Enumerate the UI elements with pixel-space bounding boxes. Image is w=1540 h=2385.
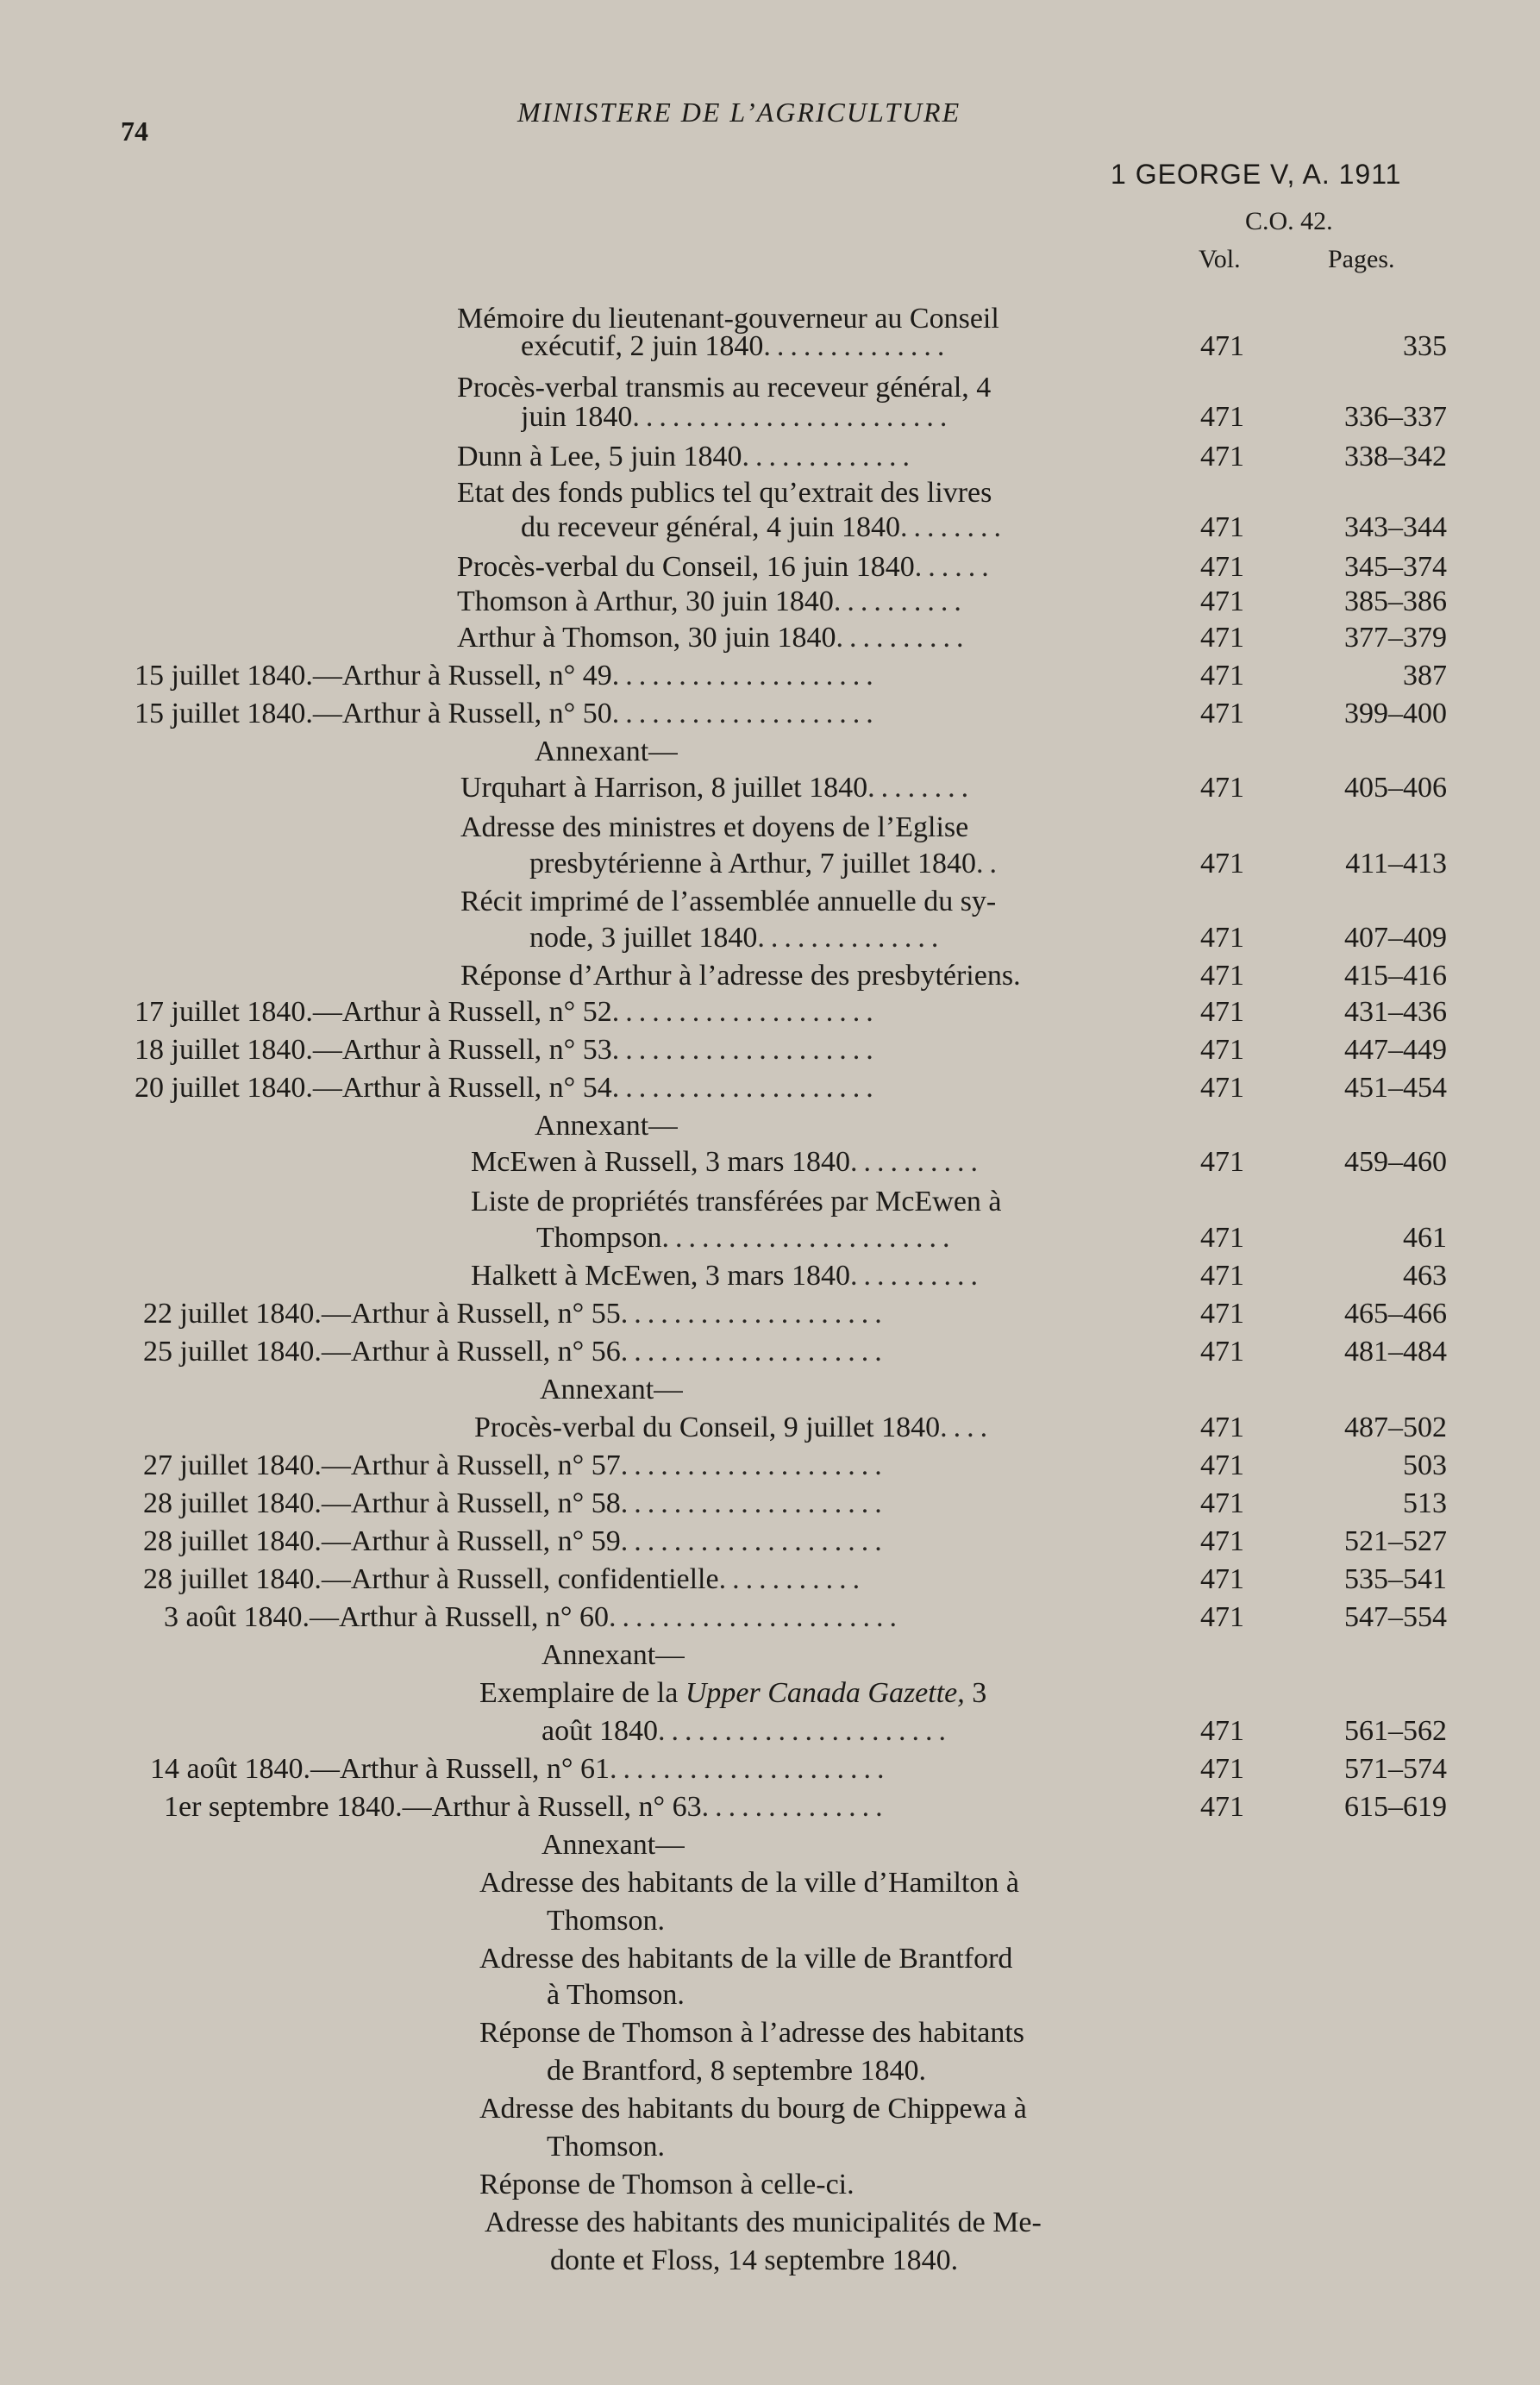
- entry-description: Thompson: [536, 1222, 662, 1254]
- page-range: 338–342: [1344, 441, 1447, 473]
- page-range: 513: [1403, 1487, 1447, 1519]
- entry-text: [521, 328, 950, 366]
- entry-text: [135, 1069, 880, 1107]
- dot-leader: ....................: [611, 1072, 880, 1104]
- dot-leader: ....................: [620, 1298, 888, 1330]
- volume-number: 471: [1200, 1563, 1244, 1595]
- page-range: 431–436: [1344, 996, 1447, 1028]
- entry-description: Thomson à Arthur, 30 juin 1840: [457, 585, 834, 617]
- volume-number: 471: [1200, 960, 1244, 992]
- entry-line: [0, 2052, 1540, 2090]
- entry-line: [0, 1712, 1540, 1750]
- entry-description: 25 juillet 1840.—Arthur à Russell, n° 56: [143, 1336, 621, 1368]
- dot-leader: ......................: [661, 1222, 956, 1254]
- entry-description: 14 août 1840.—Arthur à Russell, n° 61: [150, 1753, 610, 1785]
- entry-description: de Brantford, 8 septembre 1840.: [547, 2055, 926, 2087]
- entry-description: 3 août 1840.—Arthur à Russell, n° 60: [164, 1601, 609, 1633]
- entry-description: Procès-verbal du Conseil, 16 juin 1840: [457, 551, 915, 583]
- entry-description: Mémoire du lieutenant-gouverneur au Conseil: [457, 303, 999, 335]
- entry-description: Annexant—: [542, 1639, 685, 1671]
- entry-line: [0, 1940, 1540, 1978]
- dot-leader: ..: [975, 848, 1003, 880]
- dot-leader: ...........: [718, 1563, 867, 1595]
- dot-leader: ....................: [620, 1525, 888, 1557]
- dot-leader: ..........: [836, 622, 970, 654]
- entry-description: Thomson.: [547, 2131, 665, 2163]
- entry-description: du receveur général, 4 juin 1840: [521, 511, 900, 543]
- entry-description: Adresse des habitants du bourg de Chippewa à: [479, 2093, 1027, 2125]
- entry-text: [536, 1219, 955, 1257]
- entry-text: [479, 2166, 855, 2204]
- entry-description: Annexant—: [540, 1374, 684, 1405]
- page-range: 411–413: [1345, 848, 1447, 880]
- entry-description: Dunn à Lee, 5 juin 1840: [457, 441, 742, 473]
- entry-text: [457, 474, 992, 512]
- entry-text: [460, 957, 1021, 995]
- entry-text: [471, 1143, 984, 1181]
- entry-description: Récit imprimé de l’assemblée annuelle du sy-: [460, 886, 997, 917]
- entry-text: [547, 2052, 926, 2090]
- volume-number: 471: [1200, 1146, 1244, 1178]
- volume-number: 471: [1200, 922, 1244, 954]
- entry-line: [0, 1599, 1540, 1637]
- entry-text: [479, 1864, 1019, 1902]
- dot-leader: ....................: [611, 996, 880, 1028]
- entry-line: [0, 1183, 1540, 1221]
- page-range: 343–344: [1344, 511, 1447, 543]
- page-number: 74: [121, 116, 148, 147]
- page-range: 459–460: [1344, 1146, 1447, 1178]
- entry-description: Réponse de Thomson à l’adresse des habitants: [479, 2017, 1025, 2049]
- volume-number: 471: [1200, 585, 1244, 617]
- entry-line: [0, 1069, 1540, 1107]
- entry-text: [143, 1333, 888, 1371]
- entry-description: Arthur à Thomson, 30 juin 1840: [457, 622, 836, 654]
- dot-leader: ..........: [850, 1260, 984, 1292]
- volume-number: 471: [1200, 1298, 1244, 1330]
- entry-description: août 1840: [542, 1715, 659, 1747]
- entry-description: 28 juillet 1840.—Arthur à Russell, confidentielle: [143, 1563, 719, 1595]
- entry-line: [0, 1902, 1540, 1940]
- entry-line: [0, 509, 1540, 547]
- entry-line: [0, 1409, 1540, 1447]
- page-range: 345–374: [1344, 551, 1447, 583]
- entry-text: [542, 1637, 685, 1675]
- page-range: 461: [1403, 1222, 1447, 1254]
- dot-leader: ..............: [763, 330, 951, 362]
- entry-line: [0, 328, 1540, 366]
- volume-number: 471: [1200, 848, 1244, 880]
- volume-number: 471: [1200, 441, 1244, 473]
- page-range: 481–484: [1344, 1336, 1447, 1368]
- entry-line: [0, 1561, 1540, 1599]
- entry-line: [0, 957, 1540, 995]
- page-range: 503: [1403, 1449, 1447, 1481]
- dot-leader: ....................: [611, 660, 880, 692]
- entry-line: [0, 1447, 1540, 1485]
- dot-leader: ....................: [611, 698, 880, 729]
- entry-text: [135, 695, 880, 733]
- page-range: 387: [1403, 660, 1447, 692]
- entry-italic-title: Upper Canada Gazette,: [685, 1677, 965, 1709]
- volume-number: 471: [1200, 1449, 1244, 1481]
- entry-text: [143, 1485, 888, 1523]
- entry-text: [535, 733, 678, 771]
- entry-text: [143, 1523, 888, 1561]
- entry-text: [535, 1107, 678, 1145]
- entry-description: juin 1840: [521, 401, 633, 433]
- entry-description: node, 3 juillet 1840: [529, 922, 758, 954]
- entry-text: [479, 1675, 986, 1712]
- dot-leader: .............: [742, 441, 916, 473]
- series-label: C.O. 42.: [1245, 207, 1333, 235]
- entry-line: [0, 1637, 1540, 1675]
- entry-line: [0, 845, 1540, 883]
- entry-description: McEwen à Russell, 3 mars 1840: [471, 1146, 851, 1178]
- entry-text: [547, 2128, 665, 2166]
- entry-text: [457, 619, 969, 657]
- entry-text: [457, 548, 995, 586]
- dot-leader: ........................: [632, 401, 954, 433]
- page-range: 571–574: [1344, 1753, 1447, 1785]
- entry-text: [471, 1257, 984, 1295]
- dot-leader: ..............: [757, 922, 945, 954]
- volume-number: 471: [1200, 1260, 1244, 1292]
- entry-description: Annexant—: [542, 1829, 685, 1861]
- entry-text: [529, 845, 1003, 883]
- column-header-pages: Pages.: [1328, 245, 1395, 273]
- entry-line: [0, 2014, 1540, 2052]
- entry-description: Etat des fonds publics tel qu’extrait des livres: [457, 477, 992, 509]
- page-range: 535–541: [1344, 1563, 1447, 1595]
- entry-description: Exemplaire de la: [479, 1677, 685, 1709]
- dot-leader: ........: [867, 772, 975, 804]
- page-range: 451–454: [1344, 1072, 1447, 1104]
- entry-line: [0, 1031, 1540, 1069]
- page-range: 399–400: [1344, 698, 1447, 729]
- entry-description: 28 juillet 1840.—Arthur à Russell, n° 58: [143, 1487, 621, 1519]
- volume-number: 471: [1200, 622, 1244, 654]
- column-header-vol: Vol.: [1199, 245, 1241, 273]
- session-label: 1 GEORGE V, A. 1911: [1111, 159, 1402, 190]
- page-range: 385–386: [1344, 585, 1447, 617]
- page-range: 336–337: [1344, 401, 1447, 433]
- entry-description: Annexant—: [535, 736, 679, 767]
- dot-leader: ....................: [620, 1487, 888, 1519]
- entry-text: [164, 1788, 889, 1826]
- entry-text: [479, 1940, 1012, 1978]
- entry-text: [550, 2242, 958, 2280]
- entry-description: à Thomson.: [547, 1979, 685, 2011]
- entry-text: [143, 1561, 866, 1599]
- dot-leader: ..............: [701, 1791, 889, 1823]
- entry-line: [0, 1143, 1540, 1181]
- volume-number: 471: [1200, 511, 1244, 543]
- entry-description: 1er septembre 1840.—Arthur à Russell, n° 63: [164, 1791, 702, 1823]
- page-range: 405–406: [1344, 772, 1447, 804]
- entry-line: [0, 919, 1540, 957]
- entry-line: [0, 1750, 1540, 1788]
- dot-leader: ..........: [833, 585, 967, 617]
- entry-line: [0, 398, 1540, 436]
- dot-leader: ....................: [620, 1449, 888, 1481]
- entry-line: [0, 474, 1540, 512]
- entry-line: [0, 1295, 1540, 1333]
- entry-text: [143, 1447, 888, 1485]
- entry-text: [485, 2204, 1042, 2242]
- entry-line: [0, 1257, 1540, 1295]
- entry-line: [0, 2242, 1540, 2280]
- entry-description: Procès-verbal du Conseil, 9 juillet 1840: [474, 1412, 941, 1443]
- entry-line: [0, 1976, 1540, 2014]
- entry-text: [460, 769, 974, 807]
- entry-text: [479, 2090, 1027, 2128]
- entry-description: 28 juillet 1840.—Arthur à Russell, n° 59: [143, 1525, 621, 1557]
- entry-description: Adresse des habitants de la ville d’Hamilton à: [479, 1867, 1019, 1899]
- volume-number: 471: [1200, 1034, 1244, 1066]
- entry-line: [0, 583, 1540, 621]
- volume-number: 471: [1200, 1791, 1244, 1823]
- page-range: 463: [1403, 1260, 1447, 1292]
- volume-number: 471: [1200, 1715, 1244, 1747]
- entry-description-continued: 3: [964, 1677, 987, 1709]
- entry-line: [0, 438, 1540, 476]
- entry-text: [460, 809, 968, 847]
- entry-line: [0, 733, 1540, 771]
- dot-leader: ....: [940, 1412, 994, 1443]
- entry-text: [521, 398, 953, 436]
- dot-leader: ......: [914, 551, 995, 583]
- entry-description: Thomson.: [547, 1905, 665, 1937]
- entry-line: [0, 1371, 1540, 1409]
- page-range: 377–379: [1344, 622, 1447, 654]
- dot-leader: ..........: [850, 1146, 985, 1178]
- entry-line: [0, 2166, 1540, 2204]
- page-range: 407–409: [1344, 922, 1447, 954]
- page-range: 447–449: [1344, 1034, 1447, 1066]
- entry-line: [0, 809, 1540, 847]
- entry-text: [135, 993, 880, 1031]
- entry-text: [521, 509, 1007, 547]
- entry-text: [135, 657, 880, 695]
- entry-line: [0, 1864, 1540, 1902]
- entry-text: [547, 1902, 665, 1940]
- dot-leader: ......................: [609, 1601, 903, 1633]
- entry-text: [479, 2014, 1024, 2052]
- entry-description: 17 juillet 1840.—Arthur à Russell, n° 52: [135, 996, 612, 1028]
- entry-line: [0, 1107, 1540, 1145]
- volume-number: 471: [1200, 996, 1244, 1028]
- dot-leader: ......................: [658, 1715, 953, 1747]
- volume-number: 471: [1200, 1487, 1244, 1519]
- entry-description: Liste de propriétés transférées par McEwen à: [471, 1186, 1002, 1218]
- entry-description: Adresse des habitants de la ville de Brantford: [479, 1943, 1013, 1975]
- entry-line: [0, 2090, 1540, 2128]
- entry-line: [0, 1333, 1540, 1371]
- entry-description: presbytérienne à Arthur, 7 juillet 1840: [529, 848, 976, 880]
- entry-text: [547, 1976, 685, 2014]
- entry-description: Annexant—: [535, 1110, 679, 1142]
- entry-description: 20 juillet 1840.—Arthur à Russell, n° 54: [135, 1072, 612, 1104]
- entry-line: [0, 993, 1540, 1031]
- volume-number: 471: [1200, 1753, 1244, 1785]
- volume-number: 471: [1200, 660, 1244, 692]
- dot-leader: .....................: [610, 1753, 891, 1785]
- volume-number: 471: [1200, 698, 1244, 729]
- entry-line: [0, 1826, 1540, 1864]
- dot-leader: ....................: [611, 1034, 880, 1066]
- entry-description: Procès-verbal transmis au receveur général, 4: [457, 372, 992, 404]
- entry-description: 27 juillet 1840.—Arthur à Russell, n° 57: [143, 1449, 621, 1481]
- entry-text: [529, 919, 944, 957]
- entry-line: [0, 2128, 1540, 2166]
- dot-leader: ....................: [620, 1336, 888, 1368]
- entry-text: [471, 1183, 1002, 1221]
- volume-number: 471: [1200, 1525, 1244, 1557]
- entry-description: 15 juillet 1840.—Arthur à Russell, n° 50: [135, 698, 612, 729]
- dot-leader: ........: [899, 511, 1007, 543]
- entry-text: [164, 1599, 903, 1637]
- entry-line: [0, 695, 1540, 733]
- entry-line: [0, 1788, 1540, 1826]
- entry-line: [0, 1485, 1540, 1523]
- volume-number: 471: [1200, 1222, 1244, 1254]
- page-range: 465–466: [1344, 1298, 1447, 1330]
- page-range: 415–416: [1344, 960, 1447, 992]
- entry-line: [0, 1219, 1540, 1257]
- entry-line: [0, 1523, 1540, 1561]
- page-range: 487–502: [1344, 1412, 1447, 1443]
- entry-text: [135, 1031, 880, 1069]
- volume-number: 471: [1200, 330, 1244, 362]
- entry-text: [150, 1750, 891, 1788]
- entry-description: donte et Floss, 14 septembre 1840.: [550, 2244, 959, 2276]
- volume-number: 471: [1200, 551, 1244, 583]
- page-range: 547–554: [1344, 1601, 1447, 1633]
- entry-description: Adresse des ministres et doyens de l’Eglise: [460, 811, 969, 843]
- running-title: MINISTERE DE L’AGRICULTURE: [517, 97, 961, 128]
- volume-number: 471: [1200, 772, 1244, 804]
- entry-description: Réponse d’Arthur à l’adresse des presbytériens.: [460, 960, 1021, 992]
- entry-description: exécutif, 2 juin 1840: [521, 330, 764, 362]
- volume-number: 471: [1200, 1412, 1244, 1443]
- entry-line: [0, 657, 1540, 695]
- volume-number: 471: [1200, 1336, 1244, 1368]
- entry-text: [542, 1826, 685, 1864]
- entry-description: 18 juillet 1840.—Arthur à Russell, n° 53: [135, 1034, 612, 1066]
- page-range: 561–562: [1344, 1715, 1447, 1747]
- entry-description: Halkett à McEwen, 3 mars 1840: [471, 1260, 850, 1292]
- entry-description: Adresse des habitants des municipalités de Me-: [485, 2207, 1042, 2238]
- entry-line: [0, 2204, 1540, 2242]
- entry-text: [143, 1295, 888, 1333]
- entry-text: [457, 438, 916, 476]
- entry-line: [0, 619, 1540, 657]
- volume-number: 471: [1200, 401, 1244, 433]
- volume-number: 471: [1200, 1072, 1244, 1104]
- entry-description: Urquhart à Harrison, 8 juillet 1840: [460, 772, 868, 804]
- entry-text: [460, 883, 996, 921]
- entry-description: 15 juillet 1840.—Arthur à Russell, n° 49: [135, 660, 612, 692]
- volume-number: 471: [1200, 1601, 1244, 1633]
- page-range: 615–619: [1344, 1791, 1447, 1823]
- entry-description: 22 juillet 1840.—Arthur à Russell, n° 55: [143, 1298, 621, 1330]
- entry-description: Réponse de Thomson à celle-ci.: [479, 2169, 855, 2200]
- entry-text: [474, 1409, 993, 1447]
- page-range: 335: [1403, 330, 1447, 362]
- entry-text: [457, 583, 967, 621]
- entry-line: [0, 883, 1540, 921]
- entry-line: [0, 769, 1540, 807]
- entry-line: [0, 1675, 1540, 1712]
- entry-text: [542, 1712, 952, 1750]
- page-range: 521–527: [1344, 1525, 1447, 1557]
- entry-line: [0, 548, 1540, 586]
- entry-text: [540, 1371, 683, 1409]
